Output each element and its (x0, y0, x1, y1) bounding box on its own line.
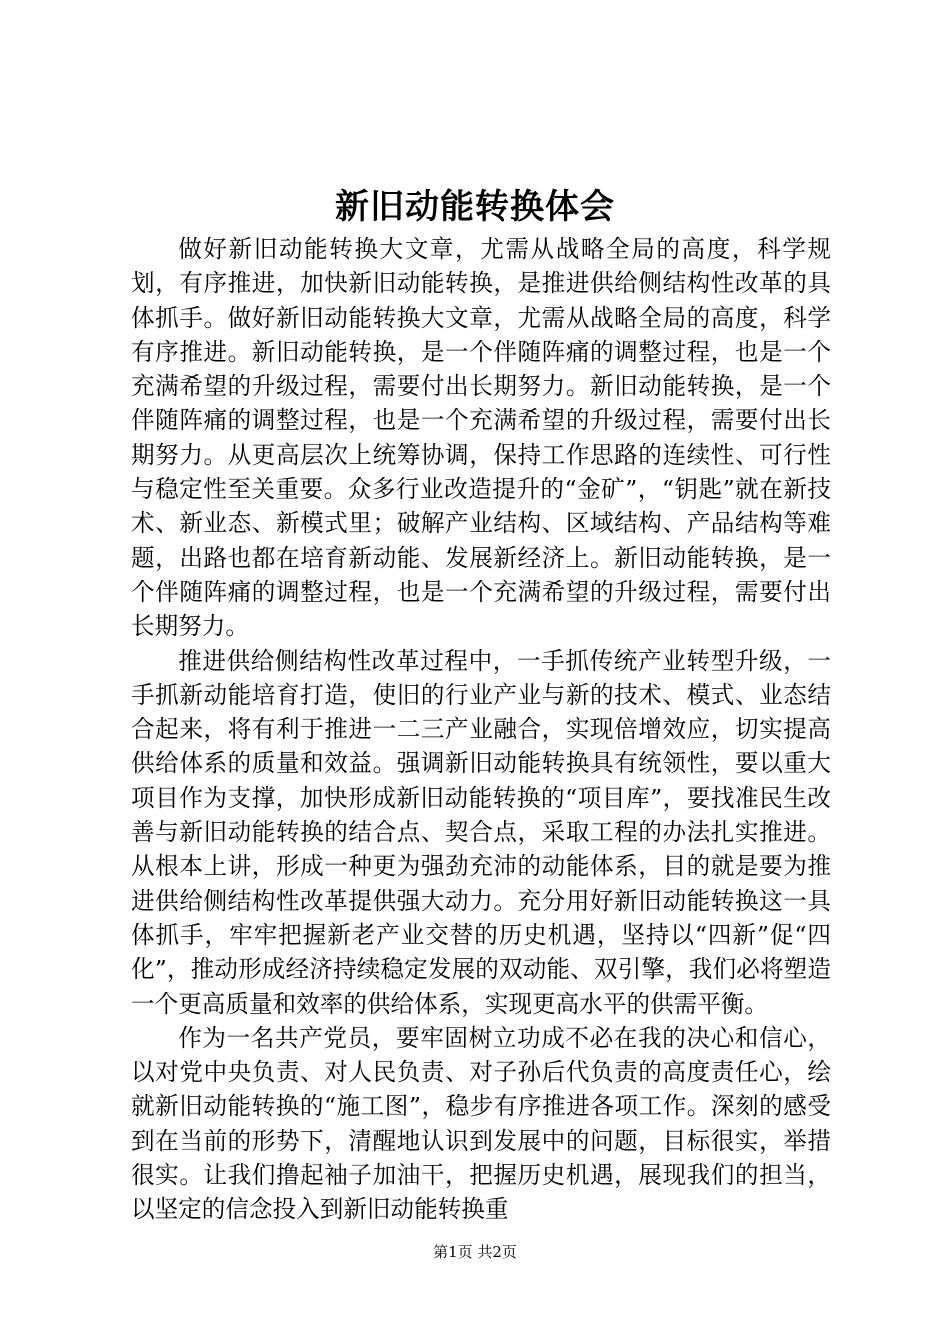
document-body (131, 232, 831, 1227)
page-number-footer: 第1页 共2页 (433, 1243, 517, 1261)
body-paragraph-2: 推进供给侧结构性改革过程中，一手抓传统产业转型升级，一手抓新动能培育打造，使旧的行业产业与新的技术、模式、业态结合起来，将有利于推进一二三产业融合，实现倍增效应，切实提高供给体系的质量和效益。强调新旧动能转换具有统领性，要以重大项目作为支撑，加快形成新旧动能转换的“项目库”，要找准民生改善与新旧动能转换的结合点、契合点，采取工程的办法扎实推进。从根本上讲，形成一种更为强劲充沛的动能体系，目的就是要为推进供给侧结构性改革提供强大动力。充分用好新旧动能转换这一具体抓手，牢牢把握新老产业交替的历史机遇，坚持以“四新”促“四化”，推动形成经济持续稳定发展的双动能、双引擎，我们必将塑造一个更高质量和效率的供给体系，实现更高水平的供需平衡。 (131, 646, 831, 1018)
body-paragraph-1: 做好新旧动能转换大文章，尤需从战略全局的高度，科学规划，有序推进，加快新旧动能转换，是推进供给侧结构性改革的具体抓手。做好新旧动能转换大文章，尤需从战略全局的高度，科学有序推进。新旧动能转换，是一个伴随阵痛的调整过程，也是一个充满希望的升级过程，需要付出长期努力。新旧动能转换，是一个伴随阵痛的调整过程，也是一个充满希望的升级过程，需要付出长期努力。从更高层次上统筹协调，保持工作思路的连续性、可行性与稳定性至关重要。众多行业改造提升的“金矿”，“钥匙”就在新技术、新业态、新模式里；破解产业结构、区域结构、产品结构等难题，出路也都在培育新动能、发展新经济上。新旧动能转换，是一个伴随阵痛的调整过程，也是一个充满希望的升级过程，需要付出长期努力。 (131, 235, 831, 641)
body-paragraph-3: 作为一名共产党员，要牢固树立功成不必在我的决心和信心，以对党中央负责、对人民负责、对子孙后代负责的高度责任心，绘就新旧动能转换的“施工图”，稳步有序推进各项工作。深刻的感受到在当前的形势下，清醒地认识到发展中的问题，目标很实，举措很实。让我们撸起袖子加油干，把握历史机遇，展现我们的担当，以坚定的信念投入到新旧动能转换重 (131, 1023, 831, 1224)
document-title: 新旧动能转换体会 (335, 187, 615, 227)
